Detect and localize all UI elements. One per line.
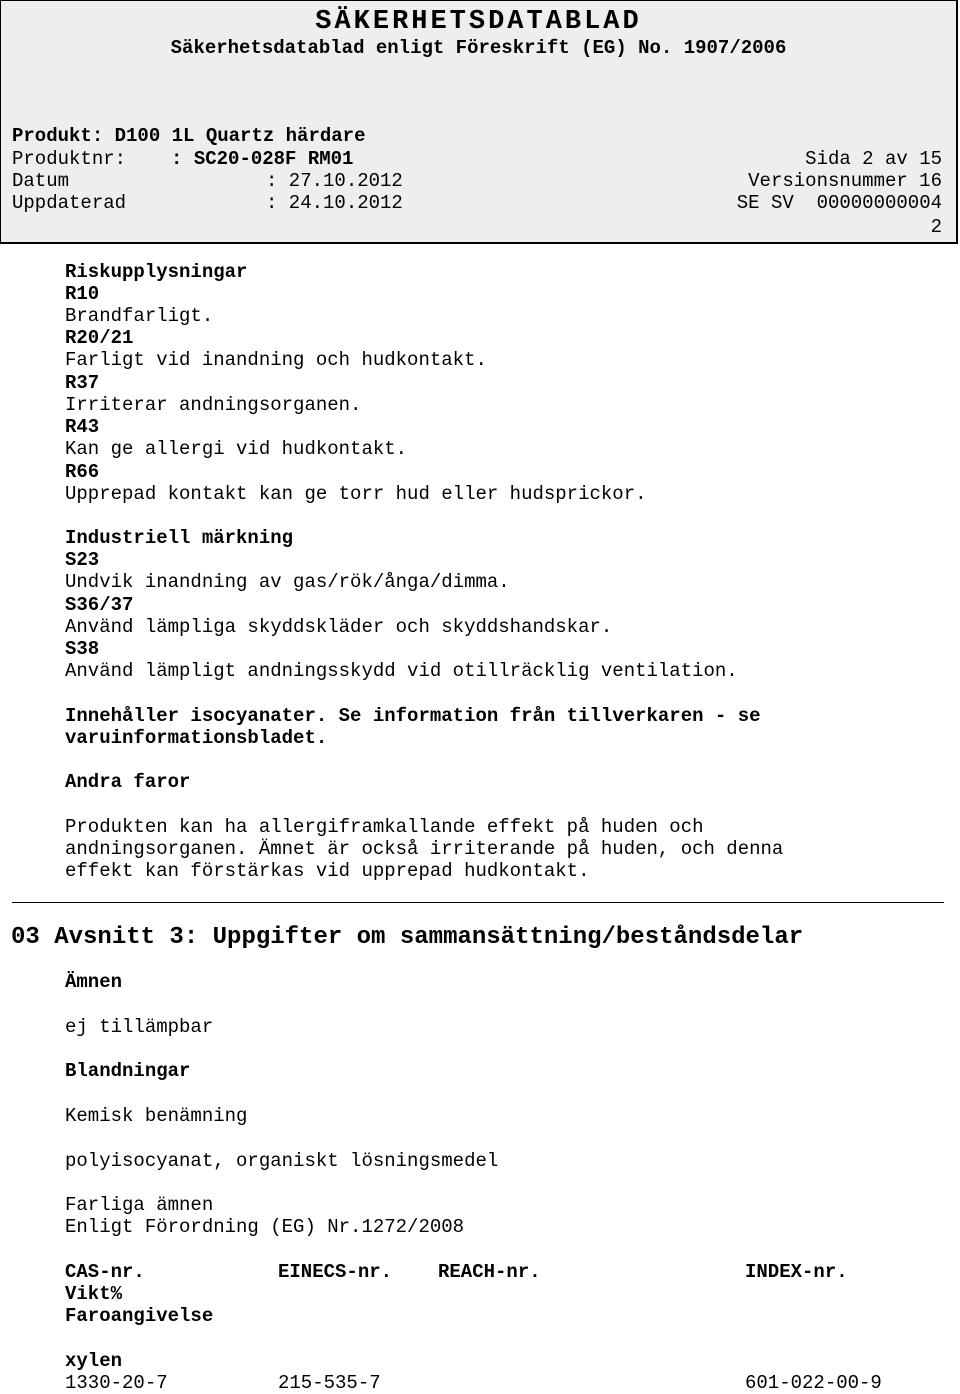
risk-code: R37 bbox=[65, 372, 100, 394]
table-cell-cas: 1330-20-7 bbox=[65, 1372, 168, 1394]
page-indicator: Sida 2 av 15 bbox=[805, 148, 942, 170]
other-hazards-text: andningsorganen. Ämnet är också irriterande på huden, och denna bbox=[65, 838, 784, 860]
risk-code: R43 bbox=[65, 416, 100, 438]
industrial-heading: Industriell märkning bbox=[65, 527, 294, 549]
column-header-index: INDEX-nr. bbox=[745, 1261, 848, 1283]
safety-code: S23 bbox=[65, 549, 100, 571]
productnr-value: : SC20-028F RM01 bbox=[171, 148, 354, 170]
datum-line bbox=[12, 170, 403, 192]
substances-text: ej tillämpbar bbox=[65, 1016, 214, 1038]
productnr-line bbox=[12, 148, 353, 170]
updated-value: : 24.10.2012 bbox=[266, 192, 403, 214]
language-code: SE SV 00000000004 bbox=[736, 192, 942, 214]
safety-text: Använd lämpligt andningsskydd vid otillräcklig ventilation. bbox=[65, 660, 738, 682]
document-subtitle: Säkerhetsdatablad enligt Föreskrift (EG) No. 1907/2006 bbox=[170, 37, 787, 59]
column-header-cas: CAS-nr. bbox=[65, 1261, 145, 1283]
risk-text: Farligt vid inandning och hudkontakt. bbox=[65, 349, 487, 371]
document-title: SÄKERHETSDATABLAD bbox=[315, 7, 642, 37]
product-line bbox=[12, 125, 365, 147]
section-3-title: 03 Avsnitt 3: Uppgifter om sammansättning/beståndsdelar bbox=[11, 924, 804, 951]
risk-heading: Riskupplysningar bbox=[65, 261, 248, 283]
productnr-label: Produktnr: bbox=[12, 148, 127, 170]
product-value: D100 1L Quartz härdare bbox=[114, 125, 366, 147]
safety-code: S38 bbox=[65, 638, 100, 660]
dangerous-substances-label: Farliga ämnen bbox=[65, 1194, 214, 1216]
datum-label: Datum bbox=[12, 170, 70, 192]
updated-label: Uppdaterad bbox=[12, 192, 127, 214]
table-cell-einecs: 215-535-7 bbox=[278, 1372, 381, 1394]
version-number: Versionsnummer 16 bbox=[748, 170, 942, 192]
column-header-hazard: Faroangivelse bbox=[65, 1305, 214, 1327]
risk-text: Brandfarligt. bbox=[65, 305, 214, 327]
other-hazards-heading: Andra faror bbox=[65, 771, 191, 793]
section-divider bbox=[12, 902, 944, 903]
datum-value: : 27.10.2012 bbox=[266, 170, 403, 192]
mixtures-heading: Blandningar bbox=[65, 1060, 191, 1082]
safety-code: S36/37 bbox=[65, 594, 134, 616]
page-number: 2 bbox=[930, 216, 942, 238]
column-header-einecs: EINECS-nr. bbox=[278, 1261, 393, 1283]
safety-text: Undvik inandning av gas/rök/ånga/dimma. bbox=[65, 571, 510, 593]
risk-code: R20/21 bbox=[65, 327, 134, 349]
risk-code: R66 bbox=[65, 461, 100, 483]
chemical-name-value: polyisocyanat, organiskt lösningsmedel bbox=[65, 1150, 499, 1172]
isocyanate-warning-cont: varuinformationsbladet. bbox=[65, 727, 328, 749]
isocyanate-warning: Innehåller isocyanater. Se information från tillverkaren - se bbox=[65, 705, 761, 727]
risk-code: R10 bbox=[65, 283, 100, 305]
column-header-reach: REACH-nr. bbox=[438, 1261, 541, 1283]
product-label: Produkt: bbox=[12, 125, 104, 147]
updated-line bbox=[12, 192, 403, 214]
table-cell-index: 601-022-00-9 bbox=[745, 1372, 882, 1394]
risk-text: Irriterar andningsorganen. bbox=[65, 394, 362, 416]
substances-heading: Ämnen bbox=[65, 971, 123, 993]
safety-text: Använd lämpliga skyddskläder och skyddshandskar. bbox=[65, 616, 613, 638]
column-header-weight: Vikt% bbox=[65, 1283, 123, 1305]
table-row-name: xylen bbox=[65, 1350, 123, 1372]
other-hazards-text: effekt kan förstärkas vid upprepad hudkontakt. bbox=[65, 860, 590, 882]
document-header bbox=[0, 0, 958, 244]
regulation-reference: Enligt Förordning (EG) Nr.1272/2008 bbox=[65, 1216, 465, 1238]
other-hazards-text: Produkten kan ha allergiframkallande effekt på huden och bbox=[65, 816, 704, 838]
risk-text: Kan ge allergi vid hudkontakt. bbox=[65, 438, 408, 460]
risk-text: Upprepad kontakt kan ge torr hud eller hudsprickor. bbox=[65, 483, 647, 505]
chemical-name-label: Kemisk benämning bbox=[65, 1105, 248, 1127]
